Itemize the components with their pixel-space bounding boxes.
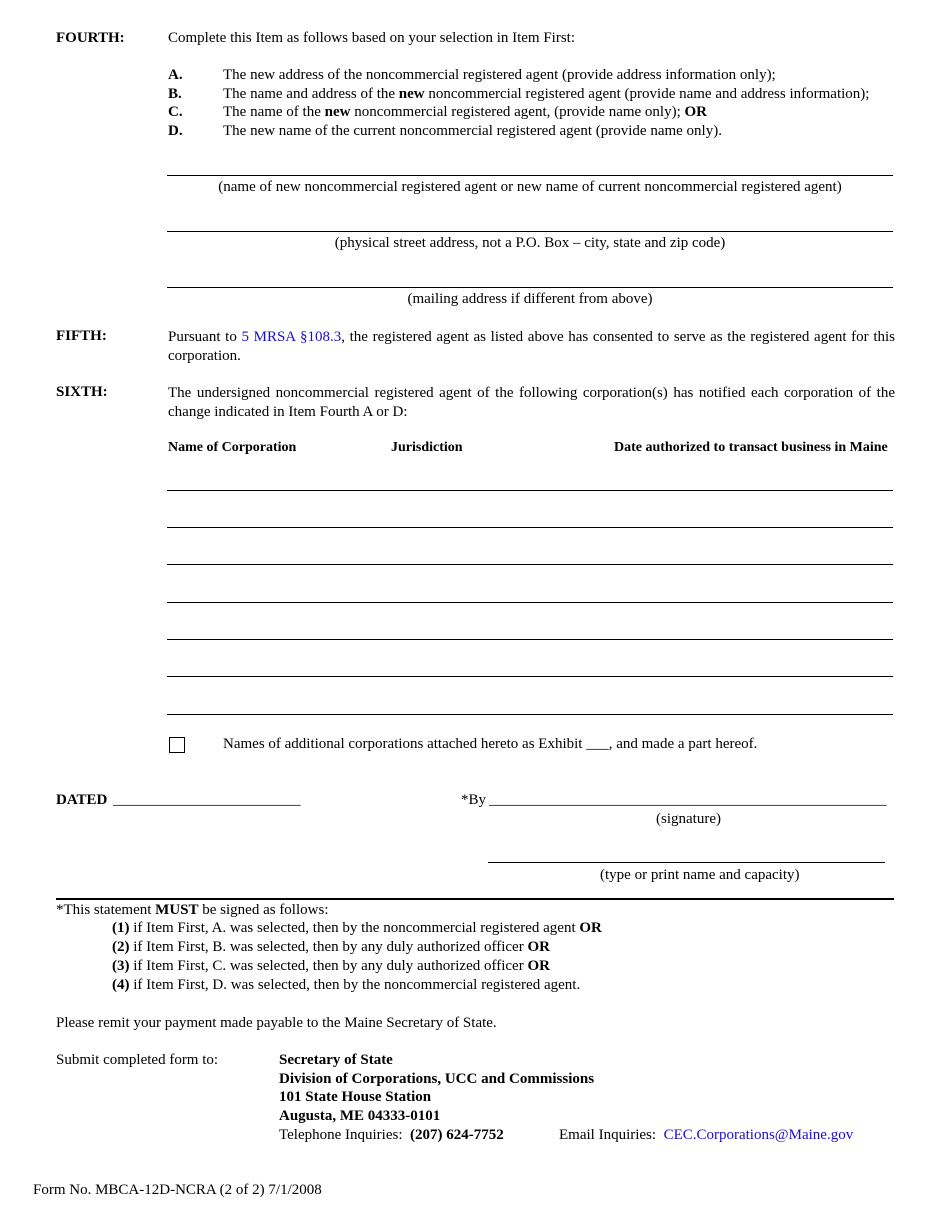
sixth-text: The undersigned noncommercial registered agent of the following corporation(s) has notified each corporation of the change indicated in Item Fourth A or D: <box>168 385 895 420</box>
submit-label: Submit completed form to: <box>56 1052 219 1068</box>
address-line: Secretary of State <box>279 1052 393 1068</box>
name-capacity-caption: (type or print name and capacity) <box>600 867 800 883</box>
phone-line: Telephone Inquiries: (207) 624-7752 <box>279 1127 504 1143</box>
mailing-address-caption: (mailing address if different from above) <box>407 291 653 307</box>
corporation-row-line[interactable] <box>167 676 893 677</box>
section-heading-fourth: FOURTH: <box>56 30 125 46</box>
option-text-d: The new name of the current noncommercial registered agent (provide name only). <box>223 123 722 139</box>
column-header-name: Name of Corporation <box>168 440 297 455</box>
name-capacity-field[interactable] <box>488 862 885 863</box>
address-line: Division of Corporations, UCC and Commissions <box>279 1071 595 1087</box>
additional-corporations-label: Names of additional corporations attached hereto as Exhibit ___, and made a part hereof. <box>223 736 758 752</box>
physical-address-caption: (physical street address, not a P.O. Box – city, state and zip code) <box>334 235 726 251</box>
signing-rule: (4) if Item First, D. was selected, then by the noncommercial registered agent. <box>112 977 581 993</box>
option-letter-b: B. <box>168 86 182 102</box>
agent-name-field[interactable] <box>167 175 893 176</box>
option-letter-a: A. <box>168 67 183 83</box>
corporation-row-line[interactable] <box>167 564 893 565</box>
column-header-date: Date authorized to transact business in Maine <box>614 440 888 455</box>
section-heading-fifth: FIFTH: <box>56 328 107 344</box>
mailing-address-field[interactable] <box>167 287 893 288</box>
corporation-row-line[interactable] <box>167 639 893 640</box>
signature-caption: (signature) <box>656 811 721 827</box>
additional-corporations-checkbox[interactable] <box>169 737 185 753</box>
signing-rule: (2) if Item First, B. was selected, then by any duly authorized officer OR <box>112 939 550 955</box>
signature-field[interactable]: _____________________________________________________ <box>489 792 887 808</box>
form-number-footer: Form No. MBCA-12D-NCRA (2 of 2) 7/1/2008 <box>33 1182 322 1198</box>
address-line: Augusta, ME 04333-0101 <box>279 1108 441 1124</box>
option-letter-d: D. <box>168 123 183 139</box>
column-header-jurisdiction: Jurisdiction <box>391 440 463 455</box>
physical-address-field[interactable] <box>167 231 893 232</box>
dated-field[interactable]: _________________________ <box>113 792 301 808</box>
corporation-row-line[interactable] <box>167 714 893 715</box>
statute-link[interactable]: 5 MRSA §108.3 <box>241 329 342 345</box>
dated-label: DATED <box>56 792 108 808</box>
by-label: *By <box>461 792 487 808</box>
fifth-text: Pursuant to 5 MRSA §108.3, the registered agent as listed above has consented to serve as the registered agent for this corporation. <box>168 329 895 364</box>
option-text-c: The name of the new noncommercial registered agent, (provide name only); OR <box>223 104 708 120</box>
remit-note: Please remit your payment made payable to the Maine Secretary of State. <box>56 1015 497 1031</box>
email-link[interactable]: CEC.Corporations@Maine.gov <box>663 1127 854 1143</box>
option-text-b: The name and address of the new noncommercial registered agent (provide name and address information); <box>223 86 870 102</box>
signing-rule: (3) if Item First, C. was selected, then by any duly authorized officer OR <box>112 958 550 974</box>
agent-name-caption: (name of new noncommercial registered agent or new name of current noncommercial registered agent) <box>218 179 842 195</box>
email-line: Email Inquiries: CEC.Corporations@Maine.gov <box>559 1127 854 1143</box>
address-line: 101 State House Station <box>279 1089 432 1105</box>
option-letter-c: C. <box>168 104 183 120</box>
signing-rule: (1) if Item First, A. was selected, then by the noncommercial registered agent OR <box>112 920 602 936</box>
option-text-a: The new address of the noncommercial registered agent (provide address information only); <box>223 67 776 83</box>
section-divider <box>56 898 894 900</box>
corporation-row-line[interactable] <box>167 490 893 491</box>
signing-instructions-intro: *This statement MUST be signed as follows: <box>56 902 329 918</box>
corporation-row-line[interactable] <box>167 527 893 528</box>
section-heading-sixth: SIXTH: <box>56 384 108 400</box>
fourth-intro: Complete this Item as follows based on your selection in Item First: <box>168 30 576 46</box>
corporation-row-line[interactable] <box>167 602 893 603</box>
